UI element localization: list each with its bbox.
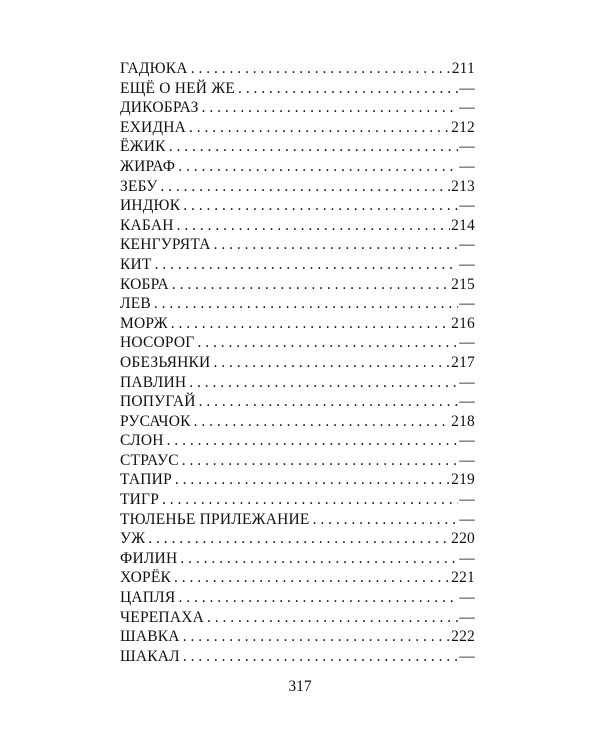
toc-entry <box>120 373 475 393</box>
toc-entry-title: МОРЖ <box>120 314 168 332</box>
toc-entry-title: ДИКОБРАЗ <box>120 99 199 117</box>
toc-entry-title: ТЮЛЕНЬЕ ПРИЛЕЖАНИЕ <box>120 510 310 528</box>
toc-entry-page: — <box>459 236 475 254</box>
toc-entry-title: ЦАПЛЯ <box>120 589 176 607</box>
toc-dot-leader <box>202 98 459 118</box>
toc-entry-page: — <box>459 197 475 215</box>
toc-entry-title: КАБАН <box>120 216 174 234</box>
toc-entry <box>120 431 475 451</box>
toc-dot-leader <box>238 79 458 99</box>
toc-dot-leader <box>177 216 451 236</box>
toc-entry <box>120 549 475 569</box>
toc-entry <box>120 79 475 99</box>
toc-entry <box>120 98 475 118</box>
toc-entry-title: ТИГР <box>120 491 160 509</box>
toc-entry-page: — <box>459 491 475 509</box>
toc-dot-leader <box>191 59 451 79</box>
toc-entry-page: 211 <box>451 60 475 77</box>
toc-entry-page: 214 <box>451 216 475 234</box>
toc-entry <box>120 314 475 334</box>
toc-entry-title: ПОПУГАЙ <box>120 393 196 411</box>
toc-entry-title: ШАВКА <box>120 628 180 646</box>
toc-entry-page: 220 <box>451 530 475 548</box>
toc-dot-leader <box>169 137 459 157</box>
toc-dot-leader <box>154 294 458 314</box>
toc-entry-page: 218 <box>451 412 475 430</box>
toc-entry-page: 213 <box>451 177 475 195</box>
toc-entry <box>120 177 475 197</box>
toc-dot-leader <box>214 235 459 255</box>
toc-entry <box>120 470 475 490</box>
toc-entry-page: 217 <box>451 353 475 371</box>
toc-entry-page: — <box>459 647 475 665</box>
toc-entry <box>120 451 475 471</box>
toc-entry-page: — <box>459 393 475 411</box>
toc-entry <box>120 255 475 275</box>
toc-entry-page: — <box>459 157 475 175</box>
toc-entry-page: — <box>459 99 475 117</box>
toc-entry <box>120 59 475 79</box>
toc-entry-title: ЁЖИК <box>120 138 166 156</box>
toc-entry-page: — <box>459 451 475 469</box>
toc-entry-page: 219 <box>451 471 475 489</box>
page-number: 317 <box>288 678 312 695</box>
toc-dot-leader <box>180 549 458 569</box>
toc-entry <box>120 568 475 588</box>
toc-dot-leader <box>199 392 459 412</box>
toc-entry-title: ЛЕВ <box>120 295 151 313</box>
toc-dot-leader <box>183 627 450 647</box>
toc-dot-leader <box>313 510 459 530</box>
toc-entry-page: — <box>459 510 475 528</box>
toc-dot-leader <box>162 490 458 510</box>
toc-entry-page: — <box>459 79 475 97</box>
toc-entry-title: ЧЕРЕПАХА <box>120 608 205 626</box>
toc-entry <box>120 294 475 314</box>
toc-entry-title: НОСОРОГ <box>120 334 195 352</box>
toc-entry-title: ФИЛИН <box>120 549 178 567</box>
toc-dot-leader <box>182 451 459 471</box>
toc-dot-leader <box>194 412 451 432</box>
toc-entry-page: 215 <box>451 275 475 293</box>
toc-entry-title: КЕНГУРЯТА <box>120 236 211 254</box>
toc-entry-page: — <box>459 255 475 273</box>
toc-entry-title: УЖ <box>120 530 146 548</box>
toc-entry <box>120 510 475 530</box>
toc-entry <box>120 275 475 295</box>
toc-dot-leader <box>160 177 450 197</box>
toc-entry <box>120 216 475 236</box>
toc-dot-leader <box>171 314 450 334</box>
toc-entry-title: ЕЩЁ О НЕЙ ЖЕ <box>120 79 236 97</box>
toc-dot-leader <box>189 118 450 138</box>
toc-entry-page: — <box>459 589 475 607</box>
toc-entry <box>120 235 475 255</box>
toc-entry <box>120 588 475 608</box>
toc-dot-leader <box>175 470 450 490</box>
toc-entry-title: РУСАЧОК <box>120 412 191 430</box>
toc-entry-page: — <box>459 432 475 450</box>
toc-dot-leader <box>189 373 458 393</box>
toc-entry-title: ГАДЮКА <box>120 60 188 77</box>
toc-dot-leader <box>183 196 458 216</box>
toc-dot-leader <box>148 529 450 549</box>
toc-entry <box>120 353 475 373</box>
toc-entry-title: ХОРЁК <box>120 569 172 587</box>
toc-dot-leader <box>155 255 459 275</box>
toc-dot-leader <box>197 333 458 353</box>
toc-entry-page: 216 <box>451 314 475 332</box>
toc-dot-leader <box>183 647 458 667</box>
toc-entry-page: — <box>459 138 475 156</box>
toc-entry-title: ЕХИДНА <box>120 118 187 136</box>
toc-dot-leader <box>167 431 459 451</box>
toc-entry <box>120 412 475 432</box>
toc-entry-title: ЗЕБУ <box>120 177 158 195</box>
toc-entry-title: ТАПИР <box>120 471 172 489</box>
toc-dot-leader <box>174 568 450 588</box>
toc-entry <box>120 647 475 667</box>
toc-entry <box>120 490 475 510</box>
toc-entry-title: ЖИРАФ <box>120 157 176 175</box>
toc-entry-page: 222 <box>451 628 475 646</box>
toc-dot-leader <box>207 608 458 628</box>
toc-entry-page: — <box>459 608 475 626</box>
toc-entry-title: ОБЕЗЬЯНКИ <box>120 353 211 371</box>
table-of-contents <box>120 59 475 666</box>
toc-entry <box>120 333 475 353</box>
toc-entry <box>120 529 475 549</box>
toc-entry <box>120 392 475 412</box>
toc-entry-title: КИТ <box>120 255 152 273</box>
toc-dot-leader <box>178 157 458 177</box>
toc-dot-leader <box>213 353 450 373</box>
toc-entry-title: ИНДЮК <box>120 197 181 215</box>
toc-entry <box>120 196 475 216</box>
toc-entry-page: 212 <box>451 118 475 136</box>
toc-entry-page: — <box>459 549 475 567</box>
toc-entry-title: КОБРА <box>120 275 169 293</box>
toc-dot-leader <box>178 588 458 608</box>
toc-entry-page: — <box>459 373 475 391</box>
toc-entry-page: — <box>459 334 475 352</box>
toc-entry-title: ПАВЛИН <box>120 373 187 391</box>
toc-entry <box>120 627 475 647</box>
toc-entry-page: 221 <box>451 569 475 587</box>
toc-dot-leader <box>172 275 450 295</box>
toc-entry-title: ШАКАЛ <box>120 647 180 665</box>
toc-entry <box>120 157 475 177</box>
toc-entry <box>120 118 475 138</box>
toc-entry-title: СЛОН <box>120 432 164 450</box>
toc-entry-title: СТРАУС <box>120 451 179 469</box>
toc-entry <box>120 137 475 157</box>
toc-entry-page: — <box>459 295 475 313</box>
toc-entry <box>120 608 475 628</box>
